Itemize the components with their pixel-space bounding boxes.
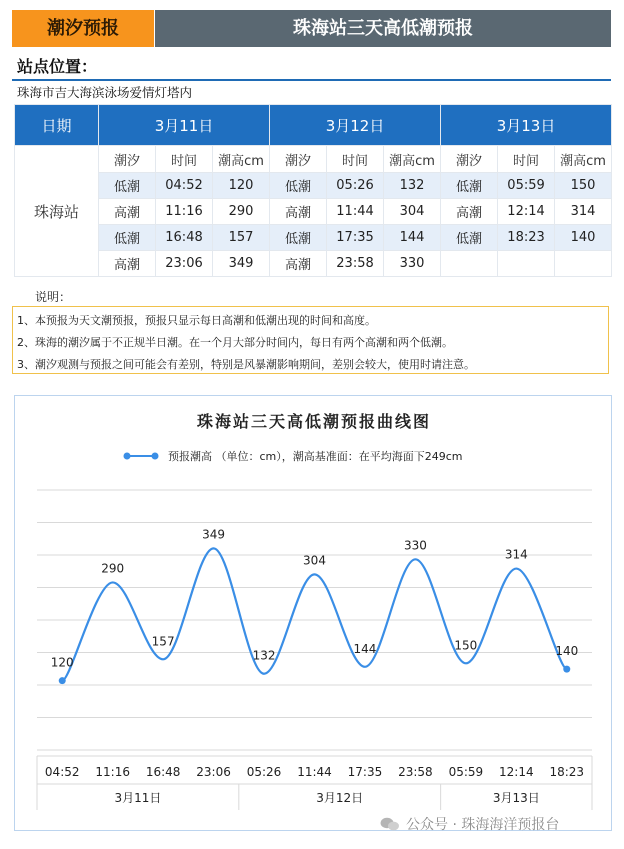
notes-label: 说明： xyxy=(35,290,72,304)
table-cell: 11:16 xyxy=(156,199,213,225)
watermark xyxy=(380,814,559,834)
table-cell: 高潮 xyxy=(99,199,156,225)
subheader-cell: 时间 xyxy=(498,146,555,173)
table-cell: 11:44 xyxy=(327,199,384,225)
chart-svg xyxy=(15,396,613,832)
table-subheader-row xyxy=(15,146,612,173)
series-line xyxy=(62,548,567,680)
data-label: 157 xyxy=(151,634,175,649)
header-title: 珠海站三天高低潮预报 xyxy=(155,10,611,47)
subheader-cell: 潮高cm xyxy=(555,146,612,173)
x-tick-label: 05:26 xyxy=(246,765,282,779)
table-cell: 23:58 xyxy=(327,251,384,277)
station-name: 珠海站 xyxy=(15,146,99,277)
table-row xyxy=(15,199,612,225)
table-cell: 低潮 xyxy=(99,173,156,199)
subheader-cell: 潮汐 xyxy=(99,146,156,173)
subheader-cell: 潮高cm xyxy=(213,146,270,173)
x-tick-label: 12:14 xyxy=(499,765,534,779)
table-cell: 05:26 xyxy=(327,173,384,199)
table-cell: 23:06 xyxy=(156,251,213,277)
table-cell: 12:14 xyxy=(498,199,555,225)
data-label: 144 xyxy=(353,641,377,656)
subheader-cell: 潮高cm xyxy=(384,146,441,173)
legend-marker xyxy=(152,453,159,460)
tide-table xyxy=(14,104,612,277)
table-cell: 330 xyxy=(384,251,441,277)
data-label: 330 xyxy=(403,538,427,553)
table-cell: 低潮 xyxy=(99,225,156,251)
x-tick-label: 05:59 xyxy=(448,765,484,779)
header-bar xyxy=(12,10,611,47)
table-cell: 144 xyxy=(384,225,441,251)
table-cell: 18:23 xyxy=(498,225,555,251)
table-cell: 304 xyxy=(384,199,441,225)
table-cell: 132 xyxy=(384,173,441,199)
table-cell: 17:35 xyxy=(327,225,384,251)
wechat-icon xyxy=(380,817,400,831)
legend-label: 预报潮高 （单位：cm），潮高基准面：在平均海面下249cm xyxy=(168,450,463,463)
watermark-text: 公众号 · 珠海海洋预报台 xyxy=(406,817,560,833)
x-group-label: 3月12日 xyxy=(316,791,364,805)
chart-legend xyxy=(124,449,463,463)
table-row xyxy=(15,225,612,251)
table-cell: 高潮 xyxy=(270,251,327,277)
location-label: 站点位置： xyxy=(17,57,98,76)
x-tick-label: 04:52 xyxy=(44,765,80,779)
legend-marker xyxy=(124,453,131,460)
data-label: 304 xyxy=(303,553,326,568)
table-row xyxy=(15,173,612,199)
table-cell: 高潮 xyxy=(270,199,327,225)
note-item: 2、珠海的潮汐属于不正规半日潮。在一个月大部分时间内，每日有两个高潮和两个低潮。 xyxy=(17,336,453,349)
table-cell: 低潮 xyxy=(441,225,498,251)
table-cell xyxy=(555,251,612,277)
location-value: 珠海市吉大海滨泳场爱情灯塔内 xyxy=(17,85,193,100)
note-item: 1、本预报为天文潮预报，预报只显示每日高潮和低潮出现的时间和高度。 xyxy=(17,314,376,327)
chart-title: 珠海站三天高低潮预报曲线图 xyxy=(196,412,432,431)
data-point xyxy=(563,666,570,673)
table-header-row xyxy=(15,105,612,146)
table-cell: 140 xyxy=(555,225,612,251)
table-cell: 120 xyxy=(213,173,270,199)
notes-box xyxy=(12,306,609,374)
data-point xyxy=(59,677,66,684)
day-header: 3月12日 xyxy=(270,105,441,146)
tide-chart xyxy=(14,395,612,831)
x-tick-label: 23:58 xyxy=(398,765,433,779)
date-header: 日期 xyxy=(15,105,99,146)
subheader-cell: 潮汐 xyxy=(441,146,498,173)
data-label: 132 xyxy=(252,648,276,663)
x-tick-label: 23:06 xyxy=(196,765,231,779)
x-tick-label: 16:48 xyxy=(145,765,181,779)
table-cell: 低潮 xyxy=(270,173,327,199)
data-label: 120 xyxy=(50,655,74,670)
data-label: 349 xyxy=(202,527,226,542)
x-group-label: 3月11日 xyxy=(114,791,162,805)
table-cell: 05:59 xyxy=(498,173,555,199)
table-cell: 高潮 xyxy=(441,199,498,225)
subheader-cell: 潮汐 xyxy=(270,146,327,173)
table-cell: 349 xyxy=(213,251,270,277)
data-label: 150 xyxy=(454,638,478,653)
table-cell xyxy=(441,251,498,277)
table-cell: 150 xyxy=(555,173,612,199)
location-divider xyxy=(12,79,611,81)
table-cell: 高潮 xyxy=(99,251,156,277)
x-tick-label: 11:44 xyxy=(297,765,332,779)
x-group-label: 3月13日 xyxy=(492,791,540,805)
subheader-cell: 时间 xyxy=(156,146,213,173)
table-cell: 290 xyxy=(213,199,270,225)
table-cell: 16:48 xyxy=(156,225,213,251)
x-tick-label: 18:23 xyxy=(549,765,585,779)
table-cell: 低潮 xyxy=(441,173,498,199)
data-label: 290 xyxy=(101,561,125,576)
day-header: 3月13日 xyxy=(441,105,612,146)
table-cell: 157 xyxy=(213,225,270,251)
subheader-cell: 时间 xyxy=(327,146,384,173)
note-item: 3、潮汐观测与预报之间可能会有差别，特别是风暴潮影响期间，差别会较大，使用时请注意。 xyxy=(17,358,475,371)
data-label: 314 xyxy=(504,547,528,562)
header-tab-tide-forecast[interactable]: 潮汐预报 xyxy=(12,10,154,47)
table-cell: 314 xyxy=(555,199,612,225)
table-cell: 低潮 xyxy=(270,225,327,251)
x-tick-label: 17:35 xyxy=(347,765,383,779)
table-cell: 04:52 xyxy=(156,173,213,199)
day-header: 3月11日 xyxy=(99,105,270,146)
table-row xyxy=(15,251,612,277)
table-cell xyxy=(498,251,555,277)
data-label: 140 xyxy=(555,644,579,659)
x-tick-label: 11:16 xyxy=(95,765,130,779)
